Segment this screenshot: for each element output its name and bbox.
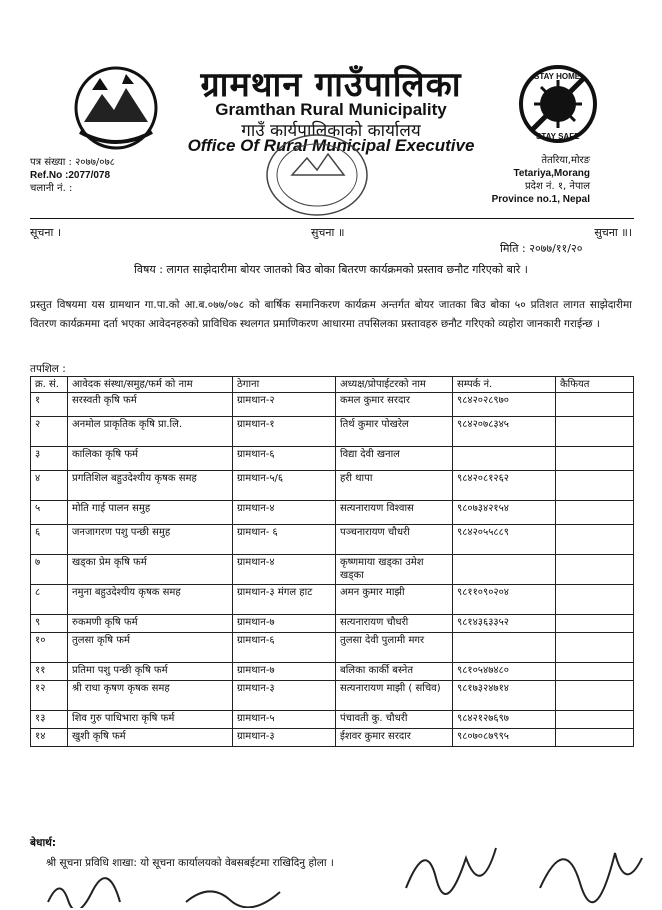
signature-officer — [396, 828, 506, 908]
cell-contact: ९८१७३२४७१४ — [453, 681, 556, 711]
cell-serial: १ — [31, 393, 68, 417]
cell-contact — [453, 447, 556, 471]
cell-remarks — [556, 447, 634, 471]
cell-serial: १३ — [31, 711, 68, 729]
cell-address: ग्रामथान-४ — [233, 501, 336, 525]
cell-remarks — [556, 555, 634, 585]
cell-contact — [453, 555, 556, 585]
cell-remarks — [556, 681, 634, 711]
cell-serial: १४ — [31, 729, 68, 747]
table-row — [31, 555, 634, 585]
cell-applicant: जनजागरण पशु पन्छी समुह — [68, 525, 233, 555]
cell-serial: ५ — [31, 501, 68, 525]
office-seal-stamp — [262, 130, 372, 220]
notice-label-3: सुचना ॥। — [594, 226, 632, 239]
cell-applicant: खड्का प्रेम कृषि फर्म — [68, 555, 233, 585]
cell-serial: २ — [31, 417, 68, 447]
cell-applicant: श्री राधा कृषण कृषक समह — [68, 681, 233, 711]
cell-contact: ९८४२०७८३४५ — [453, 417, 556, 447]
cell-address: ग्रामथान-२ — [233, 393, 336, 417]
selected-applicants-table — [30, 376, 634, 747]
ref-no: Ref.No :2077/078 — [30, 170, 111, 181]
table-row — [31, 633, 634, 663]
cell-serial: ११ — [31, 663, 68, 681]
office-title-en: Office Of Rural Municipal Executive — [187, 136, 475, 155]
cell-contact — [453, 633, 556, 663]
province-en: Province no.1, Nepal — [491, 194, 590, 205]
cell-remarks — [556, 615, 634, 633]
cell-applicant: शिव गुरु पाधिभारा कृषि फर्म — [68, 711, 233, 729]
col-contact: सम्पर्क नं. — [453, 377, 556, 393]
cell-applicant: कालिका कृषि फर्म — [68, 447, 233, 471]
table-row — [31, 417, 634, 447]
office-title-np: गाउँ कार्यपालिकाको कार्यालय — [241, 121, 421, 141]
cell-applicant: खुशी कृषि फर्म — [68, 729, 233, 747]
cell-serial: ४ — [31, 471, 68, 501]
tapsil-label: तपशिल : — [30, 363, 66, 375]
signature-middle — [180, 874, 300, 908]
cell-contact: ९८११०९०२०४ — [453, 585, 556, 615]
location-en: Tetariya,Morang — [513, 168, 590, 179]
cell-applicant: सरस्वती कृषि फर्म — [68, 393, 233, 417]
cell-contact: ९८४२०५५८८९ — [453, 525, 556, 555]
header-divider — [30, 218, 634, 219]
cell-address: ग्रामथान-६ — [233, 447, 336, 471]
municipality-title-np: ग्रामथान गाउँपालिका — [200, 65, 462, 105]
table-row — [31, 501, 634, 525]
table-row — [31, 585, 634, 615]
table-row — [31, 393, 634, 417]
cell-chairperson: तिर्थ कुमार पोखरेल — [336, 417, 453, 447]
cell-address: ग्रामथान-५ — [233, 711, 336, 729]
col-address: ठेगाना — [233, 377, 336, 393]
cell-serial: ३ — [31, 447, 68, 471]
cell-serial: ९ — [31, 615, 68, 633]
col-chairperson: अध्यक्ष/प्रोपाईटरको नाम — [336, 377, 453, 393]
cell-applicant: रुकमणी कृषि फर्म — [68, 615, 233, 633]
col-applicant: आवेदक संस्था/समुह/फर्म को नाम — [68, 377, 233, 393]
cell-remarks — [556, 501, 634, 525]
signature-chairperson — [530, 828, 650, 908]
notice-body: प्रस्तुत विषयमा यस ग्रामथान गा.पा.को आ.ब.०७७/०७८ को बार्षिक समानिकरण कार्यक्रम अन्तर्गत बोयर जातका बिउ बोका ५० प्रतिशत लागत साझेदारीमा वितरण कार्यक्रममा दर्ता भएका आवेदनहरुको प्राविधिक स्थलगत प्रमाणिकरण आधारमा तपसिलका प्रस्तावहरु छनौट गरिएको व्यहोरा जानकारी गराईन्छ । — [30, 299, 632, 330]
cell-applicant: प्रगतिशिल बहुउदेश्यीय कृषक समह — [68, 471, 233, 501]
location-np: तेतरिया,मोरङ — [541, 155, 590, 166]
cell-address: ग्रामथान-७ — [233, 663, 336, 681]
cell-remarks — [556, 417, 634, 447]
cell-address: ग्रामथान-५/६ — [233, 471, 336, 501]
cell-remarks — [556, 729, 634, 747]
location-block — [478, 154, 590, 206]
cell-chairperson: ईशवर कुमार सरदार — [336, 729, 453, 747]
reference-block — [30, 156, 115, 195]
cell-chairperson: कृष्णमाया खड्का उमेश खड्का — [336, 555, 453, 585]
cell-remarks — [556, 471, 634, 501]
cell-chairperson: तुलसा देवी पुलामी मगर — [336, 633, 453, 663]
signature-left — [40, 872, 160, 908]
pradesh-np: प्रदेश नं. १, नेपाल — [524, 181, 590, 192]
col-remarks: कैफियत — [556, 377, 634, 393]
notice-subject: विषय : लागत साझेदारीमा बोयर जातको बिउ बोका बितरण कार्यक्रमको प्रस्ताव छनौट गरिएको बारे । — [134, 263, 528, 276]
notice-date: मिति : २०७७/११/२० — [500, 242, 583, 255]
cell-remarks — [556, 663, 634, 681]
cell-address: ग्रामथान-३ मंगल हाट — [233, 585, 336, 615]
cell-address: ग्रामथान-३ — [233, 729, 336, 747]
table-row — [31, 663, 634, 681]
table-row — [31, 615, 634, 633]
table-row — [31, 447, 634, 471]
patra-sankhya: पत्र संख्या : २०७७/०७८ — [30, 157, 115, 168]
cell-serial: ७ — [31, 555, 68, 585]
cell-remarks — [556, 711, 634, 729]
stayhome-top-text: STAY HOME — [534, 72, 581, 81]
table-row — [31, 525, 634, 555]
table-row — [31, 729, 634, 747]
cell-chairperson: बलिका कार्की बस्नेत — [336, 663, 453, 681]
cell-chairperson: पंचावती कु. चौधरी — [336, 711, 453, 729]
notice-label-1: सूचना । — [30, 226, 62, 239]
it-branch-note: श्री सूचना प्रविधि शाखा: यो सूचना कार्यालयको वेबसबईटमा राखिदिनु होला । — [46, 857, 334, 869]
cell-chairperson: कमल कुमार सरदार — [336, 393, 453, 417]
cell-contact: ९८४२०८१२६२ — [453, 471, 556, 501]
table-header-row — [31, 377, 634, 393]
cell-serial: ८ — [31, 585, 68, 615]
cell-chairperson: हरी थापा — [336, 471, 453, 501]
cell-contact: ९८४२०२८९७० — [453, 393, 556, 417]
cell-contact: ९८१०५४७४८० — [453, 663, 556, 681]
cell-contact: ९८१४३६३३५२ — [453, 615, 556, 633]
table-row — [31, 681, 634, 711]
municipality-title-en: Gramthan Rural Municipality — [215, 100, 447, 119]
cell-chairperson: अमन कुमार माझी — [336, 585, 453, 615]
cell-remarks — [556, 585, 634, 615]
cell-chairperson: विद्या देवी खनाल — [336, 447, 453, 471]
cell-address: ग्रामथान-६ — [233, 633, 336, 663]
cell-address: ग्रामथान-४ — [233, 555, 336, 585]
stayhome-bottom-text: STAY SAFE — [536, 132, 580, 141]
cell-address: ग्रामथान-७ — [233, 615, 336, 633]
cell-address: ग्रामथान-३ — [233, 681, 336, 711]
notice-label-2: सुचना ॥ — [310, 226, 345, 239]
cell-contact: ९८०७३४२१५४ — [453, 501, 556, 525]
cell-remarks — [556, 633, 634, 663]
cell-contact: ९८०७०८७९९५ — [453, 729, 556, 747]
cell-applicant: मोति गाई पालन समुह — [68, 501, 233, 525]
cell-applicant: तुलसा कृषि फर्म — [68, 633, 233, 663]
cell-applicant: नमुना बहुउदेश्यीय कृषक समह — [68, 585, 233, 615]
cell-applicant: अनमोल प्राकृतिक कृषि प्रा.लि. — [68, 417, 233, 447]
cell-chairperson: सत्यनारायण माझी ( सचिव) — [336, 681, 453, 711]
cell-applicant: प्रतिमा पशु पन्छी कृषि फर्म — [68, 663, 233, 681]
cell-contact: ९८४२१२७६९७ — [453, 711, 556, 729]
cell-serial: १२ — [31, 681, 68, 711]
cell-serial: ६ — [31, 525, 68, 555]
cell-serial: १० — [31, 633, 68, 663]
cell-remarks — [556, 525, 634, 555]
col-serial: क्र. सं. — [31, 377, 68, 393]
cell-address: ग्रामथान-१ — [233, 417, 336, 447]
cell-chairperson: पञ्चनारायण चौधरी — [336, 525, 453, 555]
cell-chairperson: सत्यनारायण चौधरी — [336, 615, 453, 633]
bodarth-label: बेधार्थ: — [30, 837, 57, 849]
cell-chairperson: सत्यनारायण विश्वास — [336, 501, 453, 525]
cell-address: ग्रामथान- ६ — [233, 525, 336, 555]
table-row — [31, 711, 634, 729]
notice-heading-row — [30, 225, 632, 240]
chalani-no: चलानी नं. : — [30, 183, 73, 194]
table-row — [31, 471, 634, 501]
cell-remarks — [556, 393, 634, 417]
